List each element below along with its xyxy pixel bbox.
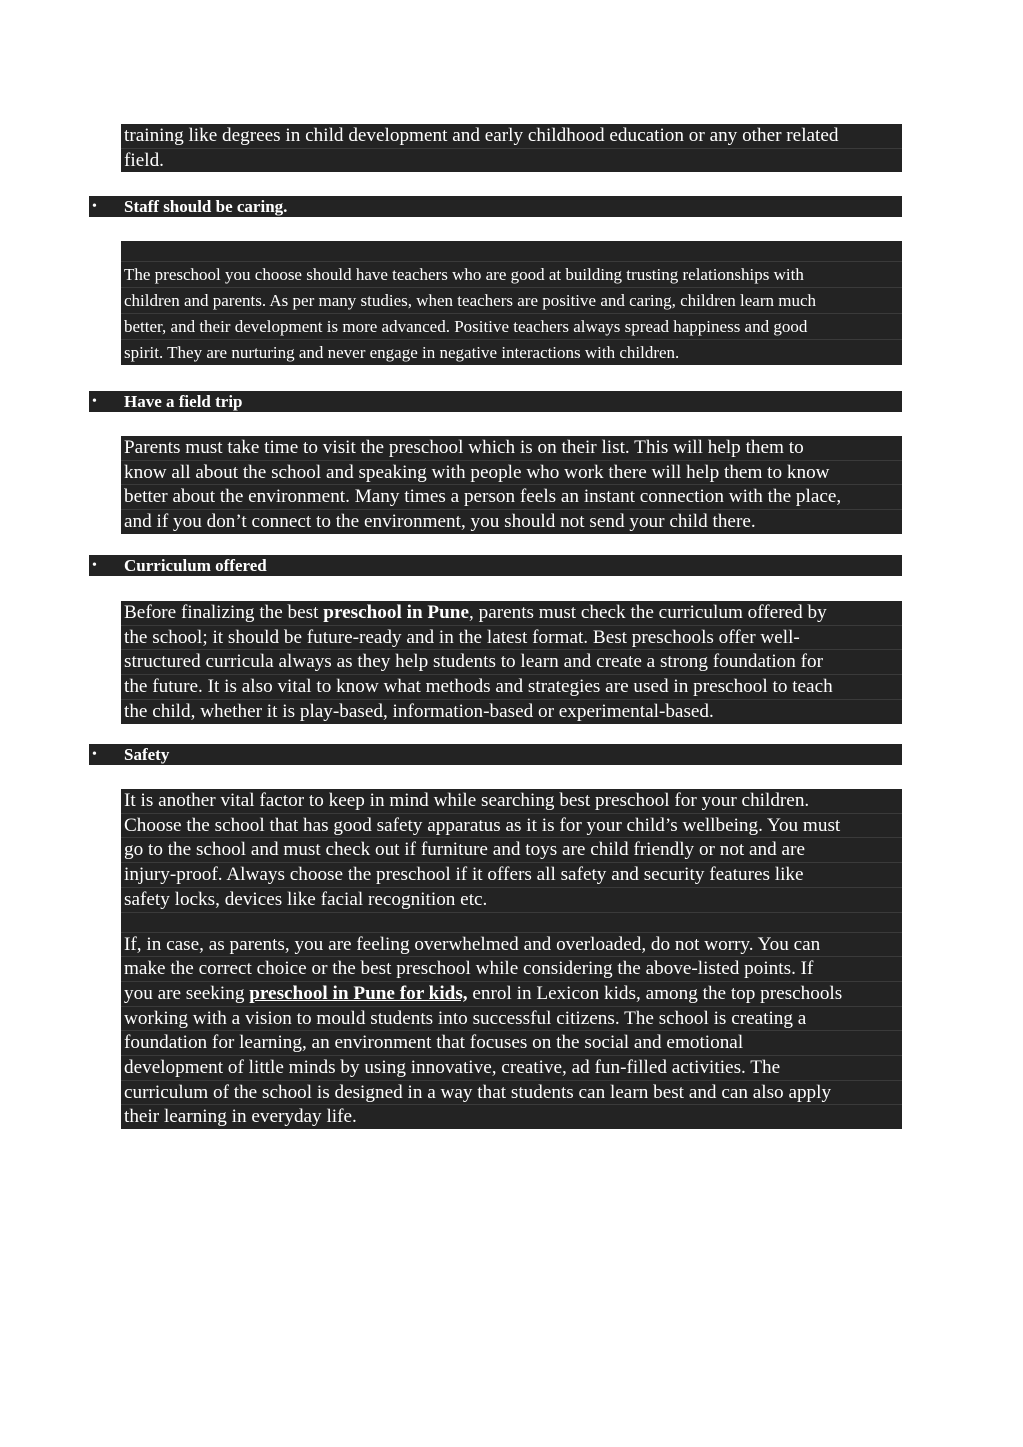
text-line: better, and their development is more advanced. Positive teachers always spread happiness and good xyxy=(121,314,902,340)
paragraph-staff xyxy=(121,241,902,365)
text-line: go to the school and must check out if furniture and toys are child friendly or not and are xyxy=(121,838,902,863)
bullet-icon: • xyxy=(92,394,97,409)
heading-text: Curriculum offered xyxy=(124,556,267,575)
bullet-heading-curriculum xyxy=(89,555,902,576)
text-line: Choose the school that has good safety apparatus as it is for your child’s wellbeing. You must xyxy=(121,814,902,839)
heading-text: Have a field trip xyxy=(124,392,243,411)
paragraph-field-trip xyxy=(121,436,902,534)
heading-text: Staff should be caring. xyxy=(124,197,288,216)
text-line: development of little minds by using innovative, creative, ad fun-filled activities. The xyxy=(121,1056,902,1081)
text-line: the child, whether it is play-based, information-based or experimental-based. xyxy=(124,700,714,722)
text-line: working with a vision to mould students into successful citizens. The school is creating a xyxy=(121,1007,902,1032)
text-line: training like degrees in child development and early childhood education or any other related xyxy=(121,124,902,149)
bullet-icon: • xyxy=(92,558,97,573)
text-line xyxy=(121,601,902,626)
text-line: Parents must take time to visit the preschool which is on their list. This will help them to xyxy=(121,436,902,461)
heading-text: Safety xyxy=(124,745,170,764)
text-segment: , parents must check the curriculum offered by xyxy=(469,602,827,623)
text-line: If, in case, as parents, you are feeling overwhelmed and overloaded, do not worry. You can xyxy=(121,933,902,958)
text-line: children and parents. As per many studies, when teachers are positive and caring, children learn much xyxy=(121,288,902,314)
paragraph-safety xyxy=(121,789,902,1129)
paragraph-curriculum xyxy=(121,601,902,724)
text-line: field. xyxy=(124,149,164,171)
bullet-icon: • xyxy=(92,199,97,214)
text-line: structured curricula always as they help students to learn and create a strong foundation for xyxy=(121,650,902,675)
text-line: curriculum of the school is designed in a way that students can learn best and can also apply xyxy=(121,1081,902,1106)
text-line: and if you don’t connect to the environment, you should not send your child there. xyxy=(124,511,756,533)
text-line: foundation for learning, an environment that focuses on the social and emotional xyxy=(121,1031,902,1056)
paragraph-training xyxy=(121,124,902,172)
text-line: spirit. They are nurturing and never engage in negative interactions with children. xyxy=(124,343,680,362)
text-line: injury-proof. Always choose the preschool if it offers all safety and security features like xyxy=(121,863,902,888)
text-line: It is another vital factor to keep in mind while searching best preschool for your children. xyxy=(121,789,902,814)
text-line: the school; it should be future-ready and in the latest format. Best preschools offer well- xyxy=(121,626,902,651)
spacer xyxy=(121,241,902,262)
bullet-heading-field-trip xyxy=(89,391,902,412)
text-line: better about the environment. Many times a person feels an instant connection with the place, xyxy=(121,485,902,510)
text-segment: enrol in Lexicon kids, among the top preschools xyxy=(467,982,843,1004)
text-line xyxy=(121,982,902,1007)
text-line: know all about the school and speaking with people who work there will help them to know xyxy=(121,461,902,486)
bold-keyword: preschool in Pune xyxy=(323,602,469,623)
text-segment: Before finalizing the best xyxy=(124,602,324,623)
spacer xyxy=(121,913,902,933)
text-segment: you are seeking xyxy=(124,982,250,1004)
preschool-link[interactable]: preschool in Pune for kids, xyxy=(249,982,468,1004)
text-line: The preschool you choose should have teachers who are good at building trusting relationships with xyxy=(121,262,902,288)
text-line: make the correct choice or the best preschool while considering the above-listed points. If xyxy=(121,957,902,982)
text-line: the future. It is also vital to know what methods and strategies are used in preschool to teach xyxy=(121,675,902,700)
text-line: safety locks, devices like facial recognition etc. xyxy=(121,888,902,913)
bullet-icon: • xyxy=(92,747,97,762)
text-line: their learning in everyday life. xyxy=(124,1106,357,1128)
bullet-heading-safety xyxy=(89,744,902,765)
bullet-heading-staff xyxy=(89,196,902,217)
